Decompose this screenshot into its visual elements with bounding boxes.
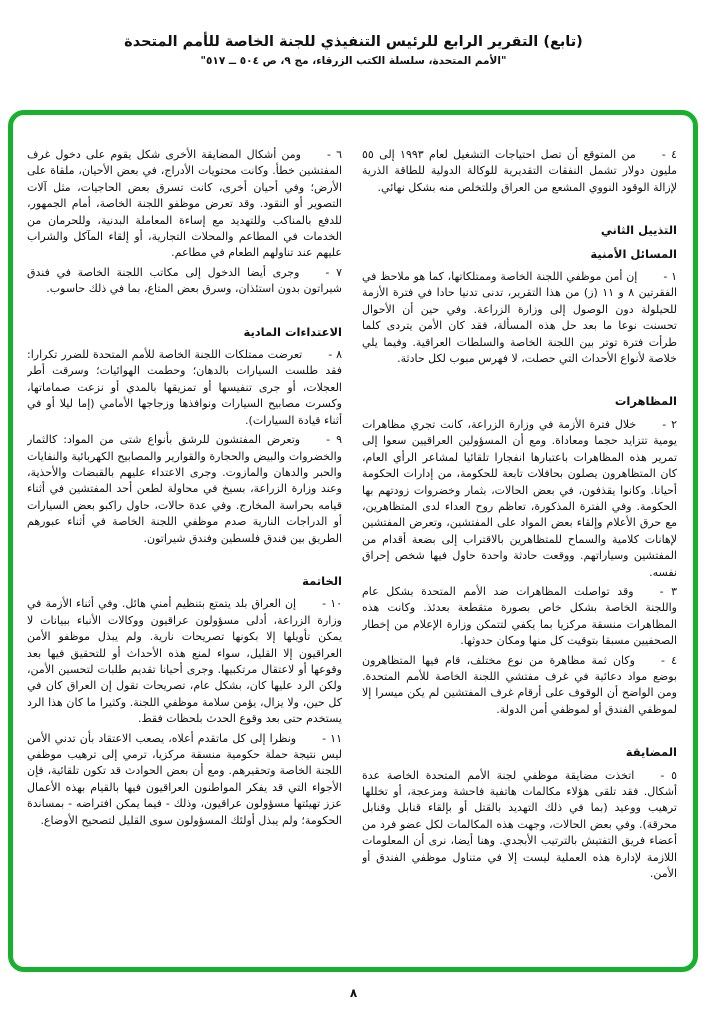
paragraph-text: وتعرض المفتشون للرشق بأنواع شتى من المواد: كالثمار والخضروات والبيض والحجارة والقوارير والمصابيح الكهربائية والنفايات والحبر والدهان والمازوت. وجرى الاعتداء عليهم بالقبضات والأحذية، وعند وزارة الزراعة، بسيخ في محاولة لطعن أحد المفتشين في أثناء قيامه بحراسة المخارج. وفي عدة حالات، حاول راكبو بعض السيارات أو الدراجات النارية صدم موظفي اللجنة الخاصة في أثناء عبورهم الطريق بين فندق فلسطين وفندق شيراتون. bbox=[27, 433, 342, 545]
two-column-layout bbox=[27, 147, 677, 949]
page-subtitle: "الأمم المتحدة، سلسلة الكتب الزرقاء، مج ٩، ص ٥٠٤ ــ ٥١٧" bbox=[200, 55, 507, 67]
page-title: (تابع) التقرير الرابع للرئيس التنفيذي للجنة الخاصة للأمم المتحدة bbox=[124, 34, 583, 50]
paragraph-number: ٣ - bbox=[659, 584, 677, 598]
section-heading-physical-assaults: الاعتداءات المادية bbox=[243, 324, 342, 339]
section-heading-harassment: المضايقة bbox=[625, 745, 677, 760]
paragraph-text: وقد تواصلت المظاهرات ضد الأمم المتحدة بشكل عام واللجنة الخاصة بشكل خاص بصورة متقطعة بعدئذ. وكانت هذه المظاهرات منسقة مركزيا بما يكفي لتتمكن وزارة الإعلام من إخطار الصحفيين مسبقا بتوقيت كل منها ومكان حدوثها. bbox=[362, 584, 677, 648]
paragraph-4 bbox=[362, 653, 677, 719]
right-column bbox=[362, 147, 677, 949]
paragraph-number: ٧ - bbox=[325, 265, 342, 279]
paragraph-2 bbox=[362, 417, 677, 581]
paragraph-11 bbox=[27, 731, 342, 829]
paragraph-number: ٤ - bbox=[661, 148, 677, 161]
section-heading-conclusion: الخاتمة bbox=[302, 573, 342, 588]
paragraph-text: من المتوقع أن تصل احتياجات التشغيل لعام ١٩٩٣ إلى ٥٥ مليون دولار تشمل النفقات التقديرية للوكالة الدولية للطاقة الذرية لإزالة الوقود النووي المشعع من العراق وللتخلص منه بشكل نهائي. bbox=[362, 148, 677, 194]
paragraph-9 bbox=[27, 432, 342, 547]
paragraph-number: ١١ - bbox=[322, 731, 342, 745]
section-heading-demonstrations: المظاهرات bbox=[614, 394, 677, 409]
paragraph-text: وجرى أيضا الدخول إلى مكاتب اللجنة الخاصة في فندق شيراتون بدون استئذان، وسرق بعض المتاع، بما في ذلك حاسوب. bbox=[27, 265, 342, 296]
paragraph-text: ونظرا إلى كل ماتقدم أعلاه، يصعب الاعتقاد بأن تدني الأمن ليس نتيجة حملة حكومية منسقة مركزيا، ترمي إلى ترهيب موظفي اللجنة الخاصة وتحقيرهم. ومع أن بعض الحوادث قد تكون تلقائية، فإن الأجواء التي قد يفكر المواطنون العراقيون فيها بالقيام بهذه الأعمال عزز تهيئتها مسؤولون عراقيون، وذلك - فيما يمكن افتراضه - بمساندة الحكومة؛ ولم يبذل أولئك المسؤولون سوى القليل لتصحيح الأوضاع. bbox=[27, 731, 342, 827]
paragraph-number: ٤ - bbox=[660, 653, 677, 667]
paragraph-8 bbox=[27, 347, 342, 429]
paragraph-text: إن العراق بلد يتمتع بتنظيم أمني هائل. وفي أثناء الأزمة في وزارة الزراعة، أدلى مسؤولون عراقيون ووكالات الأنباء ببيانات لا يمكن تأويلها إلا بكونها تصريحات نارية. ولم يبذل موظفو الأمن العراقيون إلا القليل، سواء لمنع هذه الأحداث أو للتحقيق فيها بعد وقوعها أو لاعتقال مرتكبيها. وجرى أحيانا تقديم طلبات لتحسين الأمن، ولكن الرد عليها كان، بشكل عام، تصريحات تقول إن العراق كان في كل حين، ولا يزال، يؤمن سلامة موظفي اللجنة. وكثيرا ما كان هذا الرد يستخدم حتى بعد وقوع الحدث بلحظات فقط. bbox=[27, 597, 342, 726]
paragraph-6 bbox=[27, 147, 342, 262]
paragraph-text: وكان ثمة مظاهرة من نوع مختلف، قام فيها المتظاهرون بوضع مواد دعائية في غرف مفتشي اللجنة الخاصة للأمم المتحدة. ومن الواضح أن الوقوف على أرقام غرف المفتشين لم يكن ميسرا إلا لموظفي الفندق أو لموظفي أمن الدولة. bbox=[362, 653, 677, 716]
paragraph-text: خلال فترة الأزمة في وزارة الزراعة، كانت تجري مظاهرات يومية تتزايد حجما ومعاداة. ومع أن المسؤولين العراقيين سعوا إلى تمرير هذه المظاهرات باعتبارها انفجارا تلقائيا لمشاعر الرأي العام، كان المتظاهرون يصلون بحافلات تابعة للحكومة، من إدارات الحكومة أحيانا. وكانوا يقذفون، في بعض الحالات، بثمار وخضروات زودتهم بها الحكومة. وفي الفترة المذكورة، تعاظم روح العداء لدى المتظاهرين، مع حرق الأعلام وإلقاء بعض المواد على المفتشين، وتعرض المفتشين لإهانات كلامية والسماح للمتظاهرين بالاقتراب إلى بضعة أقدام من المفتشين وسياراتهم. ووقعت حادثة واحدة حاول فيها شخص إحراق نفسه. bbox=[362, 417, 677, 579]
paragraph-text: ومن أشكال المضايقة الأخرى شكل يقوم على دخول غرف المفتشين خطأ. وكانت محتويات الأدراج، في بعض الأحيان، ملقاة على الأرض؛ وفي أحيان أخرى، كانت تسرق بعض الحاجيات، مثل آلات التصوير أو النقود. وقد تعرض موظفو اللجنة الخاصة، أمام الجمهور، للدفع بالمناكب وللتهديد مع إساءة المعاملة البدنية، وللحرمان من الخدمات في المطاعم والمحلات التجارية، أو إلقاء المآكل والشراب عليهم عند تناولهم الطعام في مطاعم. bbox=[27, 148, 342, 260]
paragraph-text: اتخذت مضايقة موظفي لجنة الأمم المتحدة الخاصة عدة أشكال. فقد تلقى هؤلاء مكالمات هاتفية فاحشة ومزعجة، أو تخللها ترهيب ووعيد (بما في ذلك التهديد بالقتل أو بإلقاء قنابل وقنابل محرقة). وفي بعض الحالات، وجهت هذه المكالمات لكل عضو فرد من أعضاء فريق التفتيش بالترتيب الأبجدي. وهنا أيضا، نرى أن المعلومات اللازمة لإدارة هذه العملية ليست إلا في متناول موظفي الفندق أو الأمن. bbox=[362, 768, 677, 881]
paragraph-number: ٦ - bbox=[326, 148, 342, 161]
paragraph-3 bbox=[362, 584, 677, 650]
paragraph-1 bbox=[362, 269, 677, 367]
paragraph-number: ٥ - bbox=[660, 768, 677, 782]
paragraph-5 bbox=[362, 768, 677, 883]
paragraph-number: ٩ - bbox=[326, 433, 342, 447]
paragraph-number: ١ - bbox=[663, 270, 677, 284]
paragraph-number: ٨ - bbox=[328, 348, 342, 362]
section-heading-appendix-2: التذييل الثاني bbox=[600, 223, 677, 238]
paragraph-10 bbox=[27, 596, 342, 727]
paragraph-text: تعرضت ممتلكات اللجنة الخاصة للأمم المتحدة للضرر تكرارا: فقد طلست السيارات بالدهان؛ وحطمت الهوائيات؛ وسرقت أطر العجلات، أو جرى تنفيسها أو تمزيقها بالمدي أو نزعت صماماتها، وكسرت مصابيح السيارات ونوافذها وزجاجها الأمامي (إما ليلا أو في أثناء قيادة السيارات). bbox=[27, 348, 342, 427]
paragraph-text: إن أمن موظفي اللجنة الخاصة وممتلكاتها، كما هو ملاحظ في الفقرتين ٨ و ١١ (ز) من هذا التقرير، تدنى تدنيا حادا في فترة الأزمة للحيلولة دون الوصول إلى وزارة الزراعة. وفي حين أن الأحوال تحسنت نوعا ما بعد حل هذه المسألة، فقد كان الأمن يتردى كلما طرأت فترة توتر بين اللجنة الخاصة والسلطات العراقية. وفيما يلي خلاصة لأنواع الأحداث التي حصلت، لا فهرس مبوب لكل حادثة. bbox=[362, 270, 677, 366]
content-border-box bbox=[8, 110, 698, 972]
section-heading-security-matters: المسائل الأمنية bbox=[590, 246, 677, 261]
left-column bbox=[27, 147, 342, 949]
paragraph-number: ٢ - bbox=[662, 417, 677, 431]
paragraph-number: ١٠ - bbox=[322, 597, 342, 611]
page-number: ٨ bbox=[349, 986, 358, 1000]
page-footer bbox=[0, 986, 707, 1000]
page-header bbox=[0, 0, 707, 67]
paragraph-4-continuation bbox=[362, 147, 677, 196]
paragraph-7 bbox=[27, 265, 342, 298]
